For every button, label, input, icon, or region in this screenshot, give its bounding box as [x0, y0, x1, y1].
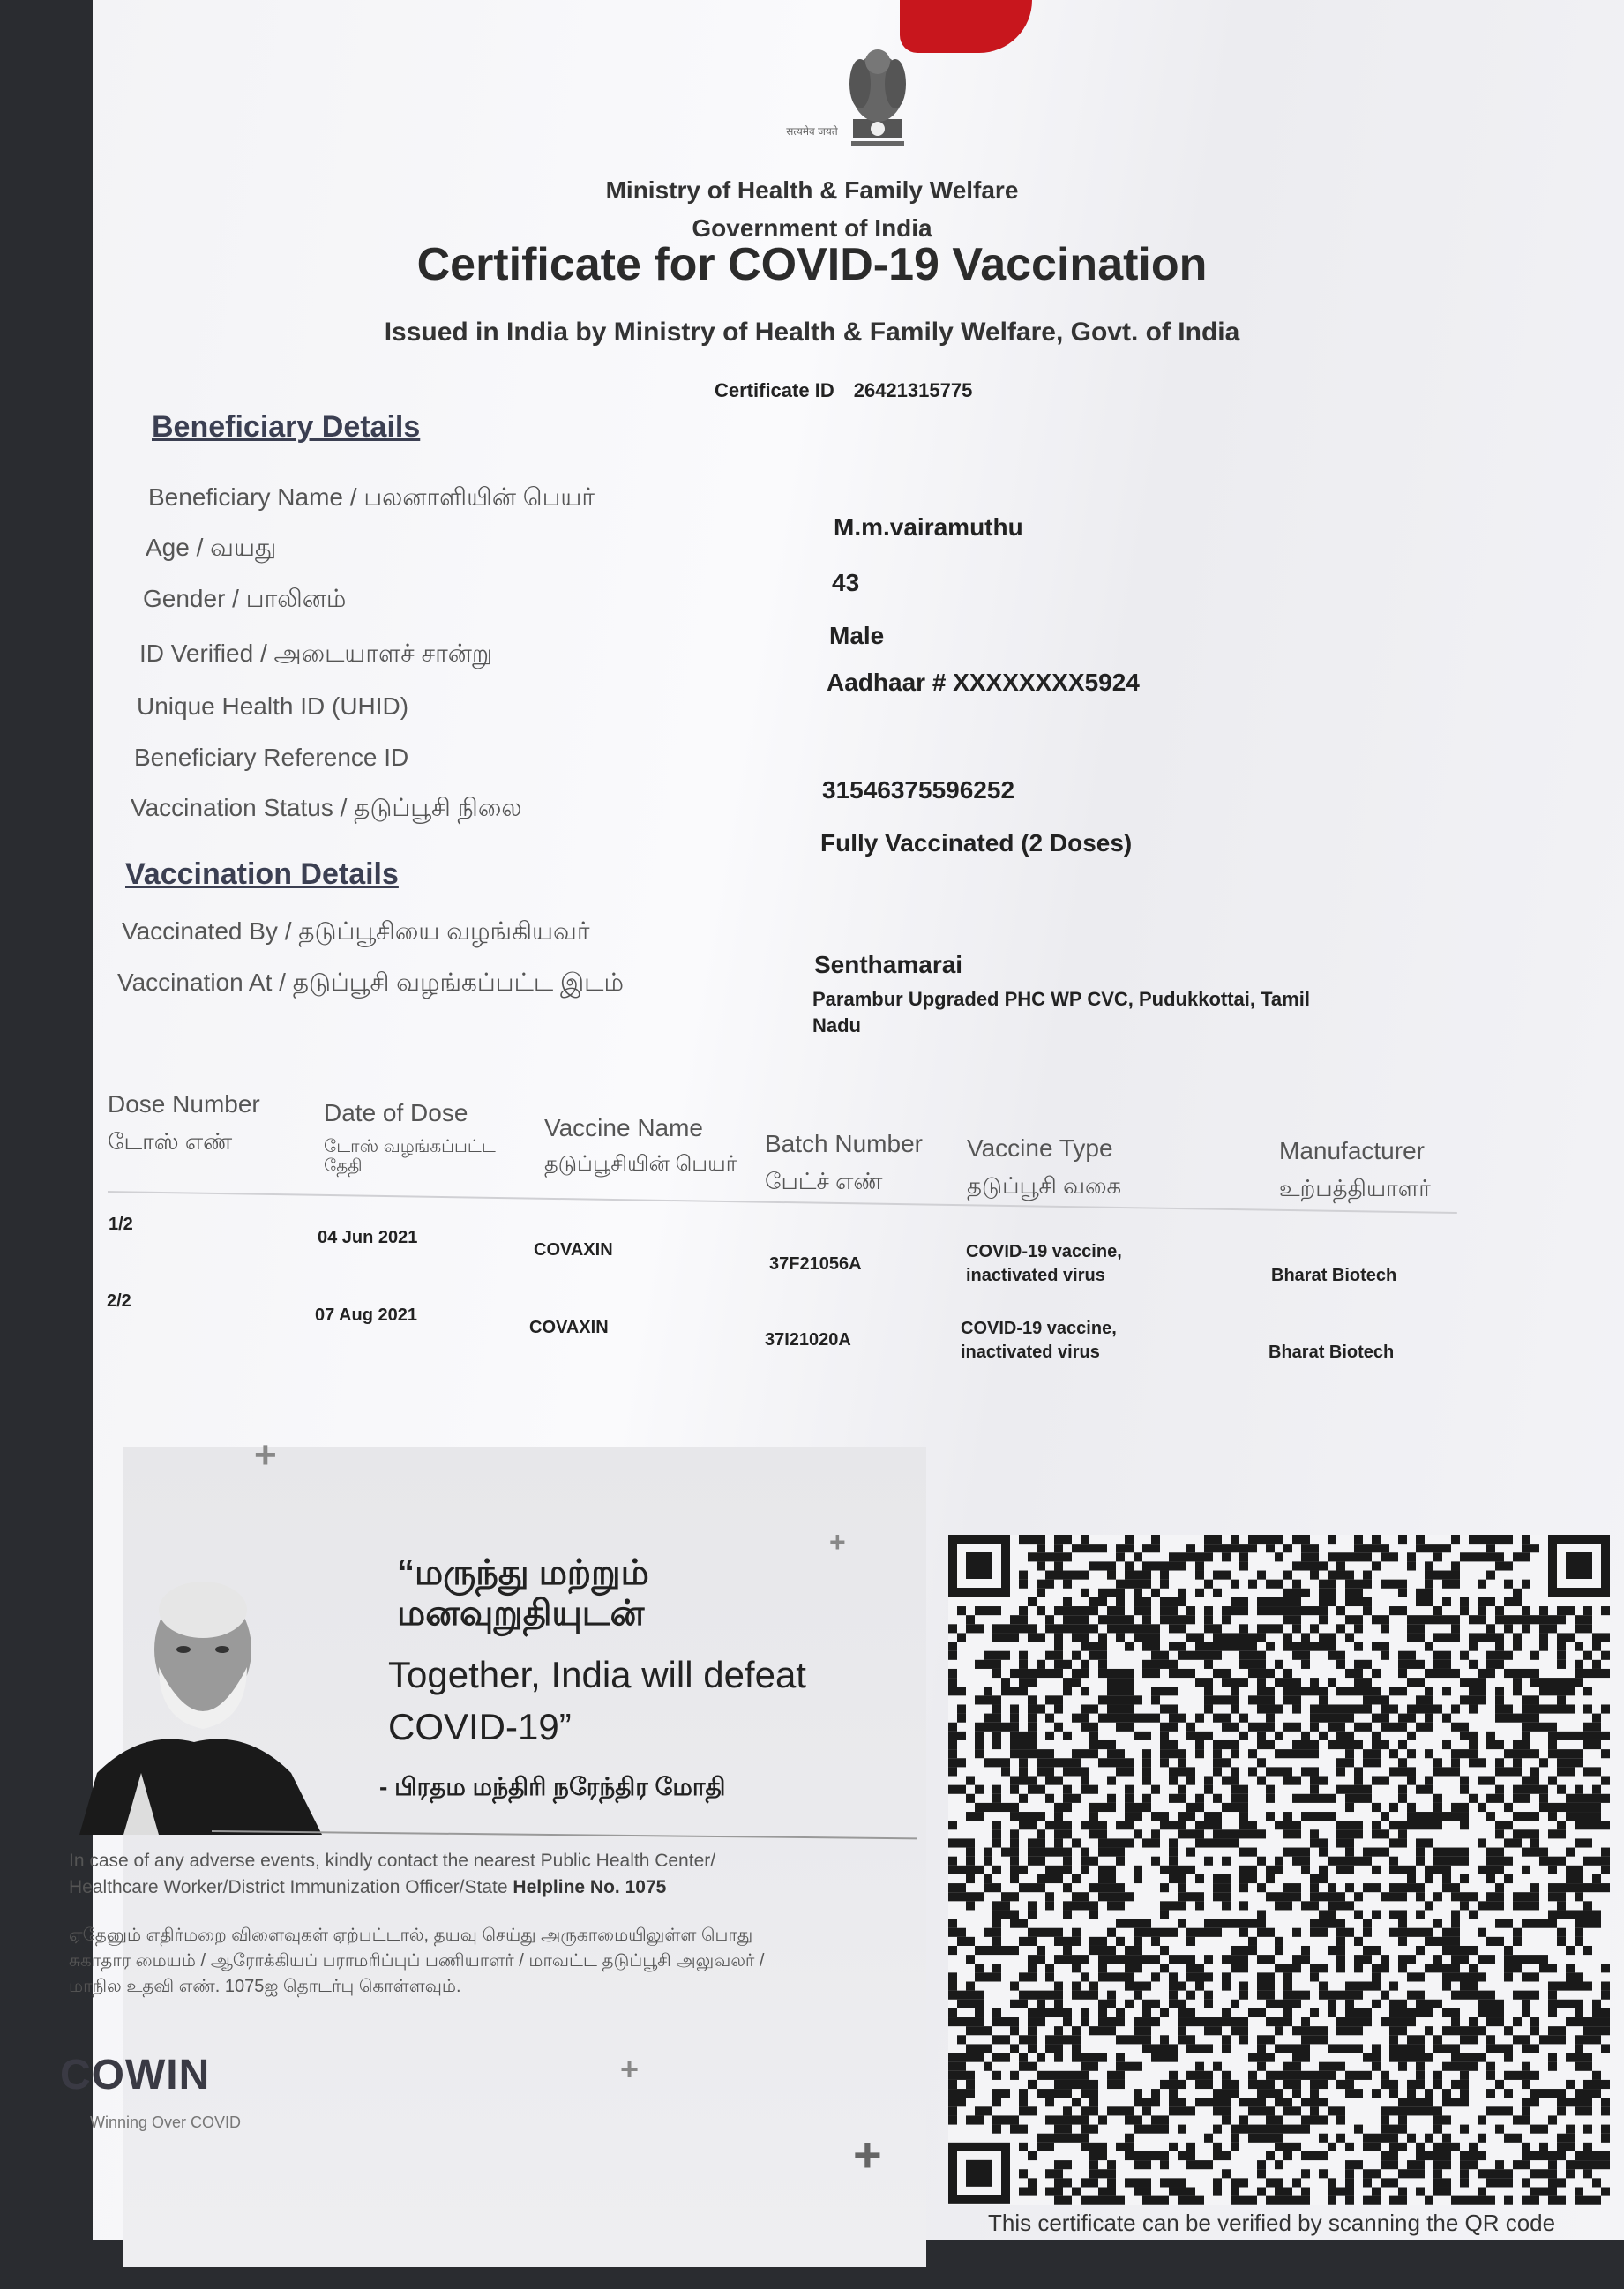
row1-type — [966, 1240, 1122, 1288]
beneficiary-name: M.m.vairamuthu — [834, 513, 1023, 541]
government-name: Government of India — [692, 214, 932, 242]
row1-dose: 1/2 — [109, 1215, 133, 1234]
th-date-of-dose-ta: டோஸ் வழங்கப்பட்ட தேதி — [324, 1136, 496, 1176]
plus-mark-icon: + — [853, 2127, 882, 2182]
advisory-ta-line1: ஏதேனும் எதிர்மறை விளைவுகள் ஏற்பட்டால், தயவு செய்து அருகாமையிலுள்ள பொது — [69, 1926, 753, 1945]
th-date-of-dose — [324, 1098, 527, 1176]
advisory-ta-line3: மாநில உதவி எண். 1075ஐ தொடர்பு கொள்ளவும். — [69, 1977, 461, 1996]
advisory-english — [69, 1848, 933, 1902]
national-emblem-icon — [834, 35, 922, 176]
row2-dose: 2/2 — [107, 1291, 131, 1311]
verification-note: This certificate can be verified by scanning the QR code — [988, 2210, 1556, 2236]
th-dose-number — [108, 1089, 260, 1156]
certificate-id — [715, 379, 972, 402]
row2-manufacturer: Bharat Biotech — [1269, 1343, 1395, 1362]
age-label: Age / வயது — [146, 534, 277, 561]
th-batch-number-en: Batch Number — [765, 1130, 923, 1157]
certificate-id-label: Certificate ID — [715, 379, 834, 401]
vaccination-heading: Vaccination Details — [125, 857, 399, 891]
cowin-tagline: Winning Over COVID — [90, 2113, 242, 2131]
advisory-en-line1: In case of any adverse events, kindly contact the nearest Public Health Center/ — [69, 1851, 716, 1871]
cowin-logo: COWIN — [60, 2052, 211, 2098]
gender-value: Male — [829, 622, 885, 649]
portrait-photo — [71, 1552, 322, 1835]
plus-mark-icon: + — [254, 1433, 277, 1477]
quote-tamil-line1: “மருந்து மற்றும் — [397, 1553, 649, 1592]
th-batch-number — [765, 1129, 923, 1195]
th-date-of-dose-en: Date of Dose — [324, 1099, 468, 1126]
advisory-ta-line2: சுகாதார மையம் / ஆரோக்கியப் பராமரிப்புப் பணியாளர் / மாவட்ட தடுப்பூசி அலுவலர் / — [69, 1951, 765, 1971]
advisory-tamil — [69, 1923, 933, 2000]
th-vaccine-name-ta: தடுப்பூசியின் பெயர் — [544, 1151, 737, 1176]
quote-tamil-line2: மனவுறுதியுடன் — [397, 1594, 645, 1633]
plus-mark-icon: + — [829, 1526, 846, 1558]
row2-type — [961, 1317, 1117, 1365]
row1-type-line1: COVID-19 vaccine, — [966, 1242, 1122, 1261]
qr-code — [948, 1535, 1610, 2205]
th-manufacturer-ta: உற்பத்தியாளர் — [1279, 1174, 1431, 1201]
row2-vaccine: COVAXIN — [529, 1318, 609, 1337]
quote-english: Together, India will defeat COVID-19” — [388, 1654, 806, 1747]
vaccinated-at-line2: Nadu — [812, 1014, 861, 1036]
reference-id-value: 31546375596252 — [822, 776, 1015, 804]
row1-date: 04 Jun 2021 — [318, 1228, 418, 1247]
emblem-caption: सत्यमेव जयते — [786, 125, 838, 138]
row2-type-line1: COVID-19 vaccine, — [961, 1319, 1117, 1338]
row1-batch: 37F21056A — [769, 1254, 862, 1274]
plus-mark-icon: + — [620, 2051, 640, 2087]
th-vaccine-name — [544, 1113, 737, 1177]
th-vaccine-type — [967, 1133, 1121, 1200]
th-manufacturer-en: Manufacturer — [1279, 1137, 1425, 1164]
age-value: 43 — [832, 569, 860, 596]
ministry-name: Ministry of Health & Family Welfare — [605, 176, 1019, 204]
th-manufacturer — [1279, 1136, 1431, 1202]
vaccination-status-label: Vaccination Status / தடுப்பூசி நிலை — [131, 794, 522, 821]
reference-id-label: Beneficiary Reference ID — [134, 744, 409, 771]
beneficiary-name-label: Beneficiary Name / பலனாளியின் பெயர் — [148, 483, 595, 511]
row1-vaccine: COVAXIN — [534, 1240, 613, 1260]
th-dose-number-ta: டோஸ் எண் — [108, 1127, 233, 1155]
row2-batch: 37I21020A — [765, 1330, 851, 1350]
quote-tamil — [397, 1552, 649, 1634]
certificate-id-value: 26421315775 — [853, 379, 973, 401]
vaccinated-by-label: Vaccinated By / தடுப்பூசியை வழங்கியவர் — [122, 917, 590, 945]
gender-label: Gender / பாலினம் — [143, 585, 347, 612]
row2-date: 07 Aug 2021 — [315, 1305, 417, 1325]
uhid-label: Unique Health ID (UHID) — [137, 692, 409, 720]
row1-manufacturer: Bharat Biotech — [1271, 1266, 1397, 1285]
advisory-en-line2: Healthcare Worker/District Immunization Officer/State — [69, 1877, 508, 1898]
certificate-subtitle: Issued in India by Ministry of Health & Family Welfare, Govt. of India — [384, 318, 1240, 347]
certificate-title: Certificate for COVID-19 Vaccination — [416, 239, 1208, 290]
vaccinated-at-label: Vaccination At / தடுப்பூசி வழங்கப்பட்ட இடம் — [117, 969, 624, 996]
id-verified-label: ID Verified / அடையாளச் சான்று — [139, 640, 493, 667]
th-vaccine-type-en: Vaccine Type — [967, 1134, 1113, 1162]
id-verified-value: Aadhaar # XXXXXXXX5924 — [827, 669, 1140, 696]
beneficiary-heading: Beneficiary Details — [152, 410, 421, 444]
quote-attribution: - பிரதம மந்திரி நரேந்திர மோதி — [379, 1773, 726, 1800]
helpline-number: Helpline No. 1075 — [513, 1877, 667, 1898]
th-vaccine-type-ta: தடுப்பூசி வகை — [967, 1171, 1122, 1199]
th-batch-number-ta: பேட்ச் எண் — [765, 1167, 883, 1194]
th-dose-number-en: Dose Number — [108, 1090, 260, 1118]
row2-type-line2: inactivated virus — [961, 1343, 1100, 1362]
vaccinated-by-value: Senthamarai — [814, 951, 963, 978]
th-vaccine-name-en: Vaccine Name — [544, 1114, 704, 1141]
row1-type-line2: inactivated virus — [966, 1266, 1105, 1285]
vaccination-status-value: Fully Vaccinated (2 Doses) — [820, 829, 1133, 857]
vaccinated-at-line1: Parambur Upgraded PHC WP CVC, Pudukkottai, Tamil — [812, 988, 1310, 1010]
